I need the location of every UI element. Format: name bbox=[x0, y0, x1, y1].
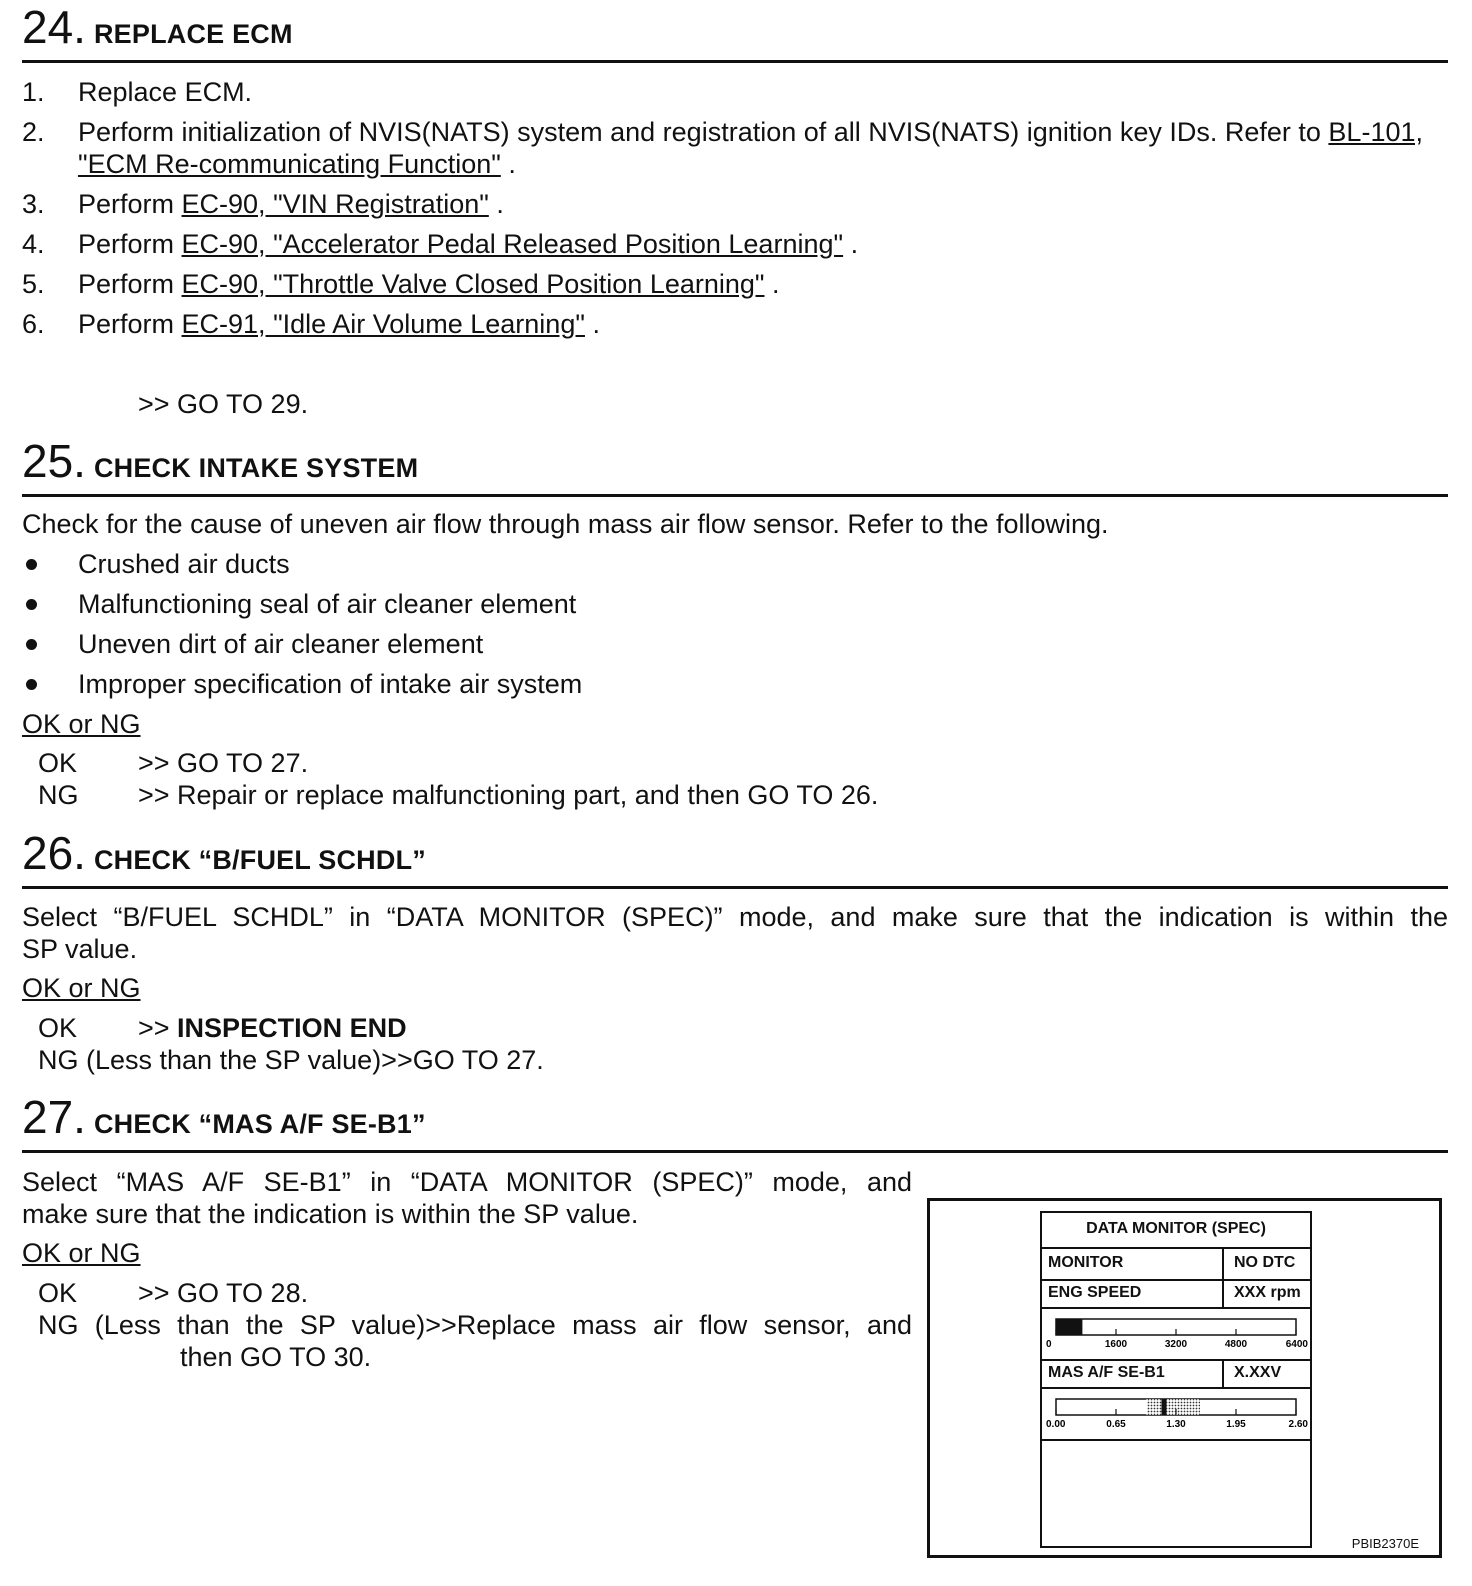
monitor-label: MONITOR bbox=[1048, 1254, 1124, 1271]
s26-ok-label: OK bbox=[38, 1013, 78, 1043]
s25-ng-result: >> Repair or replace malfunctioning part, and then GO TO 26. bbox=[138, 780, 879, 810]
s24-goto: >> GO TO 29. bbox=[138, 389, 309, 419]
section-title: REPLACE ECM bbox=[93, 19, 293, 49]
step-suffix: . bbox=[764, 269, 780, 299]
bullet-dot-icon bbox=[26, 639, 37, 650]
section-26-heading bbox=[22, 827, 1448, 889]
section-title: CHECK “B/FUEL SCHDL” bbox=[93, 845, 426, 875]
step-6 bbox=[22, 308, 1448, 340]
maf-value: X.XXV bbox=[1222, 1361, 1281, 1387]
section-number: 27. bbox=[22, 1091, 86, 1143]
maf-tick-label: 0.00 bbox=[1046, 1419, 1066, 1430]
figure-code: PBIB2370E bbox=[1351, 1536, 1419, 1551]
data-monitor-screen bbox=[1040, 1211, 1312, 1548]
s26-intro-line-1: Select “B/FUEL SCHDL” in “DATA MONITOR (SPEC)” mode, and make sure that the indication is within the bbox=[22, 902, 1448, 932]
data-monitor-figure bbox=[927, 1198, 1442, 1558]
step-suffix: . bbox=[584, 309, 600, 339]
step-text: Perform bbox=[78, 229, 182, 259]
link-ec-90-accelerator[interactable]: EC-90, "Accelerator Pedal Released Position Learning" bbox=[181, 229, 844, 259]
eng-speed-gauge-area bbox=[1042, 1309, 1310, 1361]
step-number: 2. bbox=[22, 117, 45, 147]
section-title: CHECK INTAKE SYSTEM bbox=[93, 453, 419, 483]
maf-tick-label: 1.30 bbox=[1166, 1419, 1186, 1430]
bullet-dot-icon bbox=[26, 599, 37, 610]
step-text: Replace ECM. bbox=[78, 77, 253, 107]
bullet-item: Uneven dirt of air cleaner element bbox=[22, 628, 37, 660]
step-text: Perform initialization of NVIS(NATS) system and registration of all NVIS(NATS) ignition key IDs. Refer to bbox=[78, 117, 1329, 147]
step-4 bbox=[22, 228, 1448, 260]
s26-ng-result: NG (Less than the SP value)>>GO TO 27. bbox=[38, 1045, 544, 1075]
s27-ok-label: OK bbox=[38, 1278, 78, 1308]
bullet-item: Improper specification of intake air system bbox=[22, 668, 37, 700]
maf-row bbox=[1042, 1361, 1310, 1389]
s26-intro-line-2: SP value. bbox=[22, 934, 138, 964]
section-number: 25. bbox=[22, 435, 86, 487]
inspection-end-text: INSPECTION END bbox=[177, 1013, 407, 1043]
section-25-heading bbox=[22, 435, 1448, 497]
s27-ng-result-line-2: then GO TO 30. bbox=[180, 1342, 372, 1372]
s26-ok-ng-heading: OK or NG bbox=[22, 973, 141, 1003]
s25-ng-label: NG bbox=[38, 780, 79, 810]
s25-ok-label: OK bbox=[38, 748, 78, 778]
s25-ok-ng-heading: OK or NG bbox=[22, 709, 141, 739]
step-suffix: . bbox=[843, 229, 859, 259]
eng-speed-row bbox=[1042, 1281, 1310, 1309]
maf-tick-label: 0.65 bbox=[1106, 1419, 1126, 1430]
s27-intro-line-2: make sure that the indication is within the SP value. bbox=[22, 1199, 639, 1229]
link-bl-101[interactable]: BL-101, "ECM Re-communicating Function" bbox=[78, 117, 1423, 179]
eng-speed-gauge bbox=[1042, 1309, 1310, 1359]
maf-tick-label: 1.95 bbox=[1226, 1419, 1246, 1430]
section-title: CHECK “MAS A/F SE-B1” bbox=[93, 1109, 426, 1139]
s25-intro: Check for the cause of uneven air flow through mass air flow sensor. Refer to the following. bbox=[22, 509, 1109, 539]
section-number: 24. bbox=[22, 1, 86, 53]
eng-speed-value: XXX rpm bbox=[1222, 1281, 1301, 1307]
step-suffix: . bbox=[500, 149, 516, 179]
section-27-heading bbox=[22, 1091, 1448, 1153]
step-2 bbox=[22, 116, 1448, 180]
s27-ok-ng-heading: OK or NG bbox=[22, 1238, 141, 1268]
step-text: Perform bbox=[78, 309, 182, 339]
bullet-item: Malfunctioning seal of air cleaner element bbox=[22, 588, 37, 620]
maf-current-marker bbox=[1162, 1399, 1167, 1415]
step-number: 3. bbox=[22, 189, 45, 219]
monitor-status: NO DTC bbox=[1222, 1249, 1295, 1279]
step-text: Perform bbox=[78, 269, 182, 299]
step-number: 6. bbox=[22, 309, 45, 339]
link-ec-91-idle[interactable]: EC-91, "Idle Air Volume Learning" bbox=[181, 309, 585, 339]
step-number: 5. bbox=[22, 269, 45, 299]
step-3 bbox=[22, 188, 1448, 220]
step-text: Perform bbox=[78, 189, 182, 219]
maf-gauge-area bbox=[1042, 1389, 1310, 1441]
step-1 bbox=[22, 76, 1448, 108]
eng-speed-tick-label: 1600 bbox=[1104, 1339, 1128, 1350]
maf-label: MAS A/F SE-B1 bbox=[1048, 1364, 1165, 1381]
maf-spec-range bbox=[1146, 1399, 1200, 1415]
eng-speed-bar-fill bbox=[1056, 1319, 1082, 1335]
section-24-heading bbox=[22, 1, 1448, 63]
step-5 bbox=[22, 268, 1448, 300]
eng-speed-tick-label: 3200 bbox=[1164, 1339, 1188, 1350]
eng-speed-tick-label: 6400 bbox=[1285, 1339, 1308, 1350]
s27-intro-line-1: Select “MAS A/F SE-B1” in “DATA MONITOR (SPEC)” mode, and bbox=[22, 1167, 912, 1197]
monitor-header-row bbox=[1042, 1249, 1310, 1281]
eng-speed-tick-label: 4800 bbox=[1224, 1339, 1248, 1350]
monitor-title: DATA MONITOR (SPEC) bbox=[1086, 1220, 1266, 1237]
s27-ng-result-line-1: NG (Less than the SP value)>>Replace mass air flow sensor, and bbox=[38, 1310, 912, 1340]
bullet-dot-icon bbox=[26, 559, 37, 570]
step-number: 4. bbox=[22, 229, 45, 259]
s25-ok-result: >> GO TO 27. bbox=[138, 748, 309, 778]
eng-speed-label: ENG SPEED bbox=[1048, 1284, 1142, 1301]
monitor-title-row bbox=[1042, 1213, 1310, 1249]
eng-speed-tick-label: 0 bbox=[1046, 1339, 1052, 1350]
maf-tick-label: 2.60 bbox=[1288, 1419, 1308, 1430]
bullet-dot-icon bbox=[26, 679, 37, 690]
section-number: 26. bbox=[22, 827, 86, 879]
bullet-item: Crushed air ducts bbox=[22, 548, 37, 580]
link-ec-90-vin[interactable]: EC-90, "VIN Registration" bbox=[181, 189, 489, 219]
s26-ok-result: >> INSPECTION END bbox=[138, 1013, 407, 1043]
step-suffix: . bbox=[488, 189, 504, 219]
link-ec-90-throttle[interactable]: EC-90, "Throttle Valve Closed Position Learning" bbox=[181, 269, 765, 299]
step-number: 1. bbox=[22, 77, 45, 107]
s27-ok-result: >> GO TO 28. bbox=[138, 1278, 309, 1308]
maf-gauge bbox=[1042, 1389, 1310, 1439]
